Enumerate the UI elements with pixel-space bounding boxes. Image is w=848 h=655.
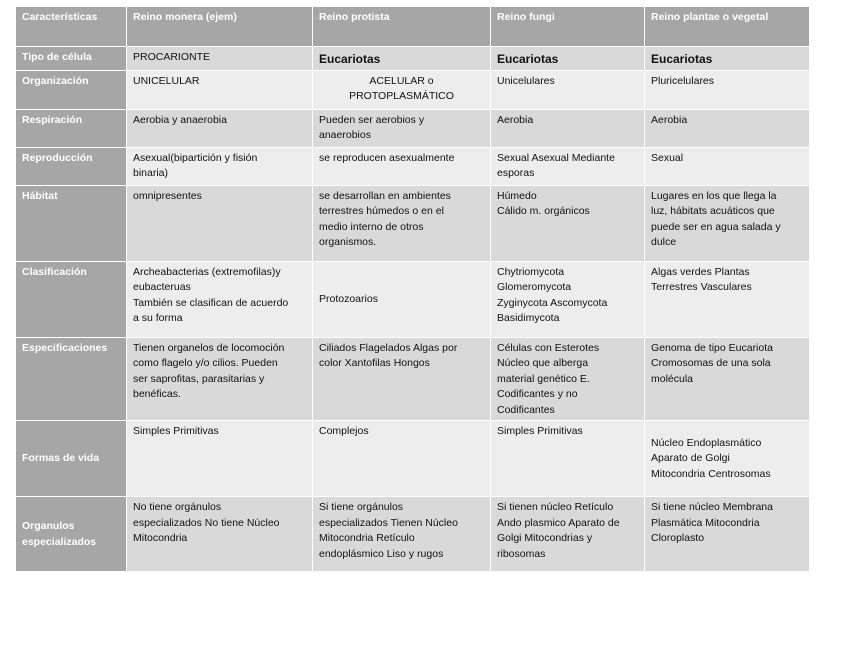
table-cell: Complejos [313,421,491,497]
table-cell: Eucariotas [313,47,491,71]
row-label: Organización [16,70,127,109]
table-cell: Si tiene núcleo Membrana Plasmática Mitocondria Cloroplasto [645,497,810,572]
table-row [16,185,810,261]
row-label: Hábitat [16,185,127,261]
header-plantae: Reino plantae o vegetal [645,7,810,47]
table-cell: se desarrollan en ambientes terrestres húmedos o en el medio interno de otros organismos. [313,185,491,261]
table-cell: UNICELULAR [127,70,313,109]
table-cell: Pueden ser aerobios y anaerobios [313,109,491,147]
table-cell: Archeabacterias (extremofilas)y eubacteruas También se clasifican de acuerdo a su forma [127,261,313,337]
table-row [16,337,810,421]
table-row [16,70,810,109]
table-cell: Unicelulares [491,70,645,109]
kingdoms-comparison-table [15,6,810,572]
table-cell: Asexual(bipartición y fisión binaria) [127,147,313,185]
table-cell: Aerobia [645,109,810,147]
header-caracteristicas: Características [16,7,127,47]
table-cell: Tienen organelos de locomoción como flagelo y/o cilios. Pueden ser saprofitas, parasitarias y benéficas. [127,337,313,421]
table-cell: Si tienen núcleo Retículo Ando plasmico Aparato de Golgi Mitocondrias y ribosomas [491,497,645,572]
table-cell: Si tiene orgánulos especializados Tienen Núcleo Mitocondria Retículo endoplásmico Liso y rugos [313,497,491,572]
table-cell: Sexual [645,147,810,185]
table-cell: Eucariotas [645,47,810,71]
table-cell: Pluricelulares [645,70,810,109]
table-cell: Húmedo Cálido m. orgánicos [491,185,645,261]
table-cell: Lugares en los que llega la luz, hábitats acuáticos que puede ser en agua salada y dulce [645,185,810,261]
header-protista: Reino protista [313,7,491,47]
table-row [16,47,810,71]
table-cell: Núcleo Endoplasmático Aparato de Golgi Mitocondria Centrosomas [645,421,810,497]
table-cell: Chytriomycota Glomeromycota Zyginycota Ascomycota Basidimycota [491,261,645,337]
row-label: Clasificación [16,261,127,337]
table-cell: Simples Primitivas [491,421,645,497]
table-row [16,497,810,572]
table-header [16,7,810,47]
table-cell: PROCARIONTE [127,47,313,71]
table-cell: Ciliados Flagelados Algas por color Xantofilas Hongos [313,337,491,421]
table-body [16,47,810,572]
table-row [16,109,810,147]
header-fungi: Reino fungi [491,7,645,47]
header-monera: Reino monera (ejem) [127,7,313,47]
table-cell: Sexual Asexual Mediante esporas [491,147,645,185]
row-label: Organulos especializados [16,497,127,572]
table-cell: Protozoarios [313,261,491,337]
row-label: Tipo de célula [16,47,127,71]
table-row [16,421,810,497]
table-row [16,147,810,185]
document-page [15,6,809,572]
table-cell: Eucariotas [491,47,645,71]
table-cell: Genoma de tipo Eucariota Cromosomas de una sola molécula [645,337,810,421]
header-row [16,7,810,47]
row-label: Reproducción [16,147,127,185]
table-cell: se reproducen asexualmente [313,147,491,185]
row-label: Formas de vida [16,421,127,497]
table-cell: ACELULAR o PROTOPLASMÁTICO [313,70,491,109]
table-cell: Células con Esterotes Núcleo que alberga material genético E. Codificantes y no Codificantes [491,337,645,421]
table-cell: Aerobia [491,109,645,147]
table-cell: No tiene orgánulos especializados No tiene Núcleo Mitocondria [127,497,313,572]
row-label: Respiración [16,109,127,147]
table-cell: Algas verdes Plantas Terrestres Vasculares [645,261,810,337]
table-cell: Aerobia y anaerobia [127,109,313,147]
table-cell: omnipresentes [127,185,313,261]
row-label: Especificaciones [16,337,127,421]
table-row [16,261,810,337]
table-cell: Simples Primitivas [127,421,313,497]
